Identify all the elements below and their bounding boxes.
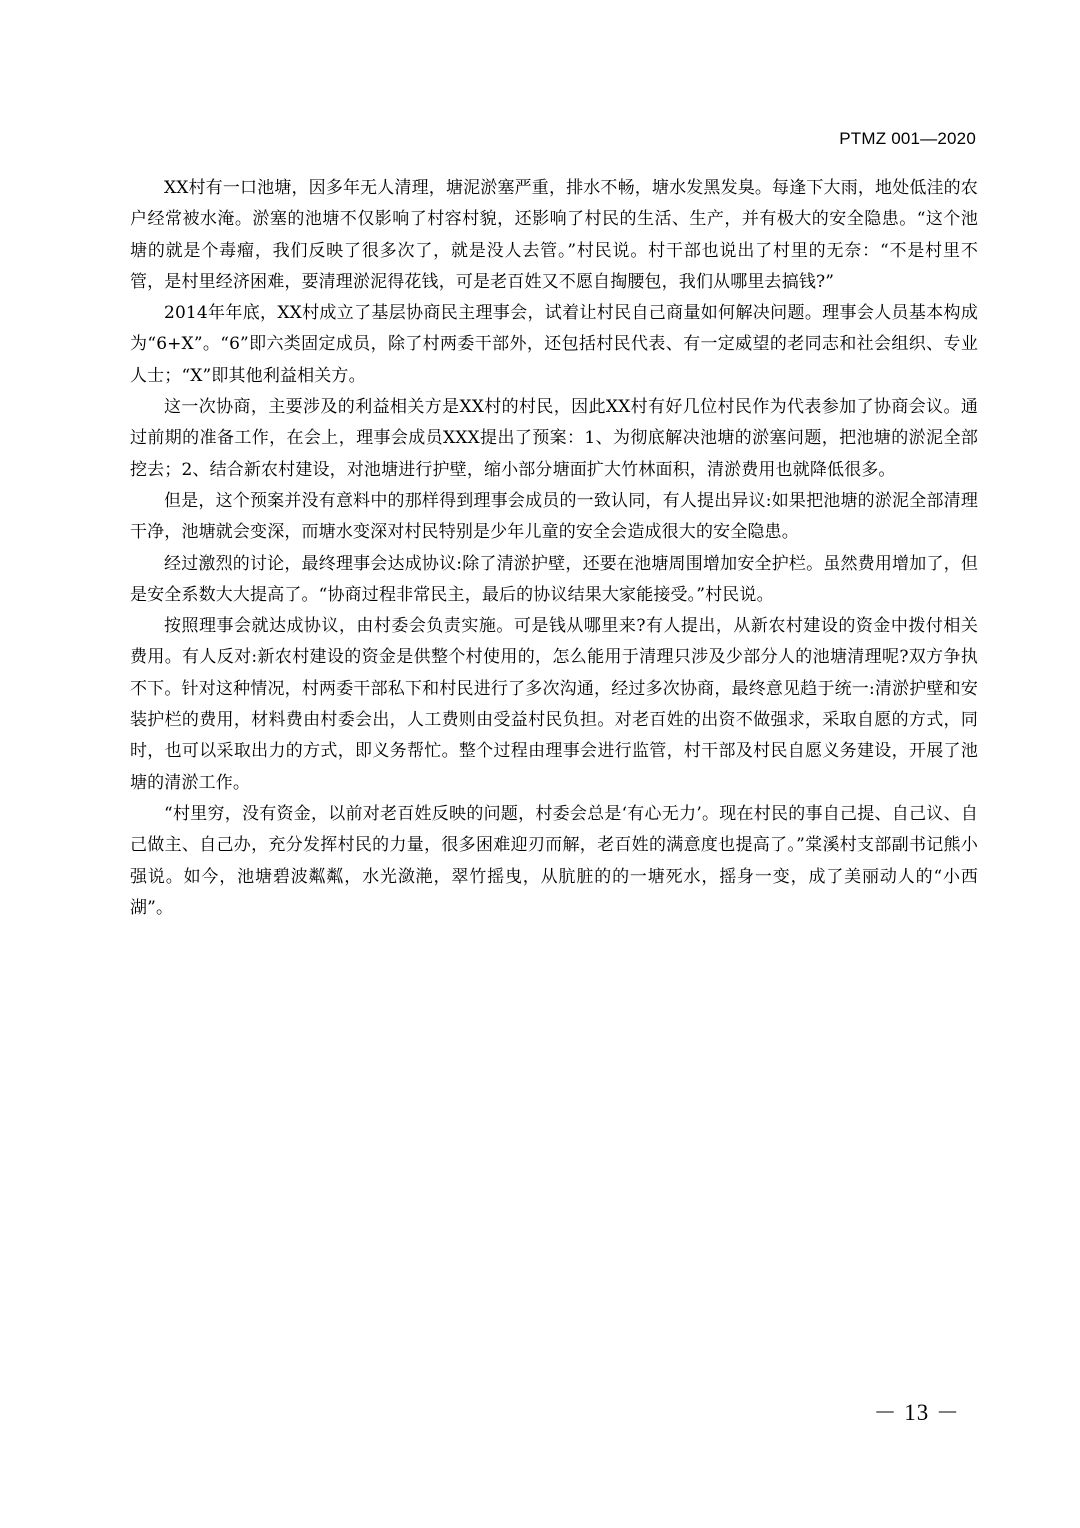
paragraph: 2014年年底，XX村成立了基层协商民主理事会，试着让村民自己商量如何解决问题。理事会人员基本构成为“6+X”。“6”即六类固定成员，除了村两委干部外，还包括村民代表、有一定威望的老同志和社会组织、专业人士；“X”即其他利益相关方。 <box>130 303 978 386</box>
paragraph: “村里穷，没有资金，以前对老百姓反映的问题，村委会总是‘有心无力’。现在村民的事自己提、自己议、自己做主、自己办，充分发挥村民的力量，很多困难迎刃而解，老百姓的满意度也提高了。”棠溪村支部副书记熊小强说。如今，池塘碧波粼粼，水光潋滟，翠竹摇曳，从肮脏的的一塘死水，摇身一变，成了美丽动人的“小西湖”。 <box>130 803 978 918</box>
paragraph: 经过激烈的讨论，最终理事会达成协议:除了清淤护壁，还要在池塘周围增加安全护栏。虽然费用增加了，但是安全系数大大提高了。“协商过程非常民主，最后的协议结果大家能接受。”村民说。 <box>130 553 978 605</box>
document-code: PTMZ 001—2020 <box>839 129 976 148</box>
paragraph: 按照理事会就达成协议，由村委会负责实施。可是钱从哪里来?有人提出，从新农村建设的资金中拨付相关费用。有人反对:新农村建设的资金是供整个村使用的，怎么能用于清理只涉及少部分人的池塘清理呢?双方争执不下。针对这种情况，村两委干部私下和村民进行了多次沟通，经过多次协商，最终意见趋于统一:清淤护壁和安装护栏的费用，材料费由村委会出，人工费则由受益村民负担。对老百姓的出资不做强求，采取自愿的方式，同时，也可以采取出力的方式，即义务帮忙。整个过程由理事会进行监管，村干部及村民自愿义务建设，开展了池塘的清淤工作。 <box>130 616 978 793</box>
paragraph: 这一次协商，主要涉及的利益相关方是XX村的村民，因此XX村有好几位村民作为代表参加了协商会议。通过前期的准备工作，在会上，理事会成员XXX提出了预案：1、为彻底解决池塘的淤塞问题，把池塘的淤泥全部挖去；2、结合新农村建设，对池塘进行护壁，缩小部分塘面扩大竹林面积，清淤费用也就降低很多。 <box>130 397 978 480</box>
page-number: － 13 － <box>873 1400 960 1425</box>
paragraph: 但是，这个预案并没有意料中的那样得到理事会成员的一致认同，有人提出异议:如果把池塘的淤泥全部清理干净，池塘就会变深，而塘水变深对村民特别是少年儿童的安全会造成很大的安全隐患。 <box>130 490 978 543</box>
paragraph: XX村有一口池塘，因多年无人清理，塘泥淤塞严重，排水不畅，塘水发黑发臭。每逢下大雨，地处低洼的农户经常被水淹。淤塞的池塘不仅影响了村容村貌，还影响了村民的生活、生产，并有极大的安全隐患。“这个池塘的就是个毒瘤，我们反映了很多次了，就是没人去管。”村民说。村干部也说出了村里的无奈：“不是村里不管，是村里经济困难，要清理淤泥得花钱，可是老百姓又不愿自掏腰包，我们从哪里去搞钱?” <box>130 178 978 292</box>
body-text <box>130 173 978 924</box>
